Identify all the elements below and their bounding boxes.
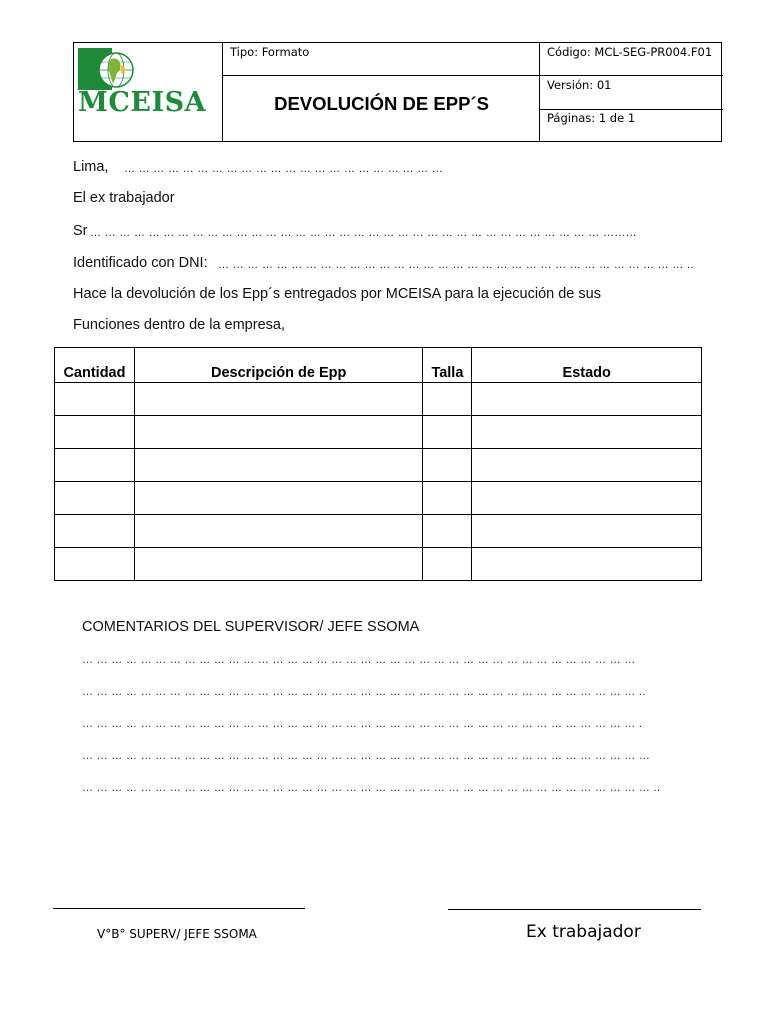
ex-worker-signature-label: Ex trabajador — [526, 922, 641, 942]
statement-line-2: Funciones dentro de la empresa, — [73, 317, 285, 333]
dni-label: Identificado con DNI: — [73, 255, 208, 271]
cell-descripcion[interactable] — [134, 449, 423, 482]
header-divider — [539, 75, 723, 76]
cell-cantidad[interactable] — [55, 515, 135, 548]
table-row — [55, 449, 702, 482]
column-header-cantidad: Cantidad — [55, 348, 135, 383]
cell-estado[interactable] — [472, 383, 702, 416]
cell-descripcion[interactable] — [134, 416, 423, 449]
cell-cantidad[interactable] — [55, 383, 135, 416]
column-header-talla: Talla — [423, 348, 472, 383]
header-divider — [539, 109, 723, 110]
cell-estado[interactable] — [472, 416, 702, 449]
globe-icon — [96, 51, 136, 89]
ex-worker-signature-line[interactable] — [448, 909, 701, 910]
comments-title: COMENTARIOS DEL SUPERVISOR/ JEFE SSOMA — [82, 619, 420, 635]
cell-talla[interactable] — [423, 416, 472, 449]
epp-table — [54, 347, 702, 581]
cell-estado[interactable] — [472, 482, 702, 515]
supervisor-signature-label: V°B° SUPERV/ JEFE SSOMA — [97, 927, 257, 941]
sr-label: Sr — [73, 223, 88, 239]
date-fill-line: … … … … … … … … … … … … … … … … … … … … … … — [124, 163, 444, 175]
cell-talla[interactable] — [423, 449, 472, 482]
column-header-estado: Estado — [472, 348, 702, 383]
logo-wordmark: MCEISA — [78, 87, 207, 118]
cell-estado[interactable] — [472, 548, 702, 581]
header-divider — [222, 75, 539, 76]
header-divider — [222, 43, 223, 141]
cell-descripcion[interactable] — [134, 482, 423, 515]
table-header-row — [55, 348, 702, 383]
dni-fill-line: … … … … … … … … … … … … … … … … … … … … … … … … … … … … … … … … .. — [218, 259, 694, 271]
comment-line[interactable]: … … … … … … … … … … … … … … … … … … … … … … … … … … … … … … … … … … … … … … … .. — [82, 782, 661, 794]
cell-cantidad[interactable] — [55, 449, 135, 482]
tipo-label: Tipo: Formato — [230, 45, 310, 59]
cell-descripcion[interactable] — [134, 548, 423, 581]
cell-descripcion[interactable] — [134, 515, 423, 548]
table-row — [55, 383, 702, 416]
comment-line[interactable]: … … … … … … … … … … … … … … … … … … … … … … … … … … … … … … … … … … … … … … … — [82, 750, 651, 762]
table-row — [55, 416, 702, 449]
cell-cantidad[interactable] — [55, 548, 135, 581]
supervisor-signature-line[interactable] — [53, 908, 305, 909]
cell-cantidad[interactable] — [55, 482, 135, 515]
paginas-label: Páginas: 1 de 1 — [547, 111, 636, 125]
comment-line[interactable]: … … … … … … … … … … … … … … … … … … … … … … … … … … … … … … … … … … … … … … — [82, 654, 636, 666]
cell-estado[interactable] — [472, 515, 702, 548]
document-header — [73, 42, 722, 142]
ex-trabajador-label: El ex trabajador — [73, 190, 175, 206]
table-row — [55, 548, 702, 581]
cell-talla[interactable] — [423, 383, 472, 416]
lima-label: Lima, — [73, 159, 109, 175]
cell-talla[interactable] — [423, 548, 472, 581]
document-title: DEVOLUCIÓN DE EPP´S — [274, 93, 489, 114]
cell-estado[interactable] — [472, 449, 702, 482]
column-header-descripcion: Descripción de Epp — [134, 348, 423, 383]
version-label: Versión: 01 — [547, 78, 612, 92]
header-divider — [539, 43, 540, 141]
statement-line-1: Hace la devolución de los Epp´s entregados por MCEISA para la ejecución de sus — [73, 286, 601, 302]
cell-descripcion[interactable] — [134, 383, 423, 416]
table-row — [55, 482, 702, 515]
comment-line[interactable]: … … … … … … … … … … … … … … … … … … … … … … … … … … … … … … … … … … … … … … .. — [82, 686, 646, 698]
table-row — [55, 515, 702, 548]
codigo-label: Código: MCL-SEG-PR004.F01 — [547, 45, 713, 59]
cell-cantidad[interactable] — [55, 416, 135, 449]
cell-talla[interactable] — [423, 482, 472, 515]
comment-line[interactable]: … … … … … … … … … … … … … … … … … … … … … … … … … … … … … … … … … … … … … … . — [82, 718, 643, 730]
name-fill-line: … … … … … … … … … … … … … … … … … … … … … … … … … … … … … … … … … … … ……… — [90, 227, 637, 239]
cell-talla[interactable] — [423, 515, 472, 548]
